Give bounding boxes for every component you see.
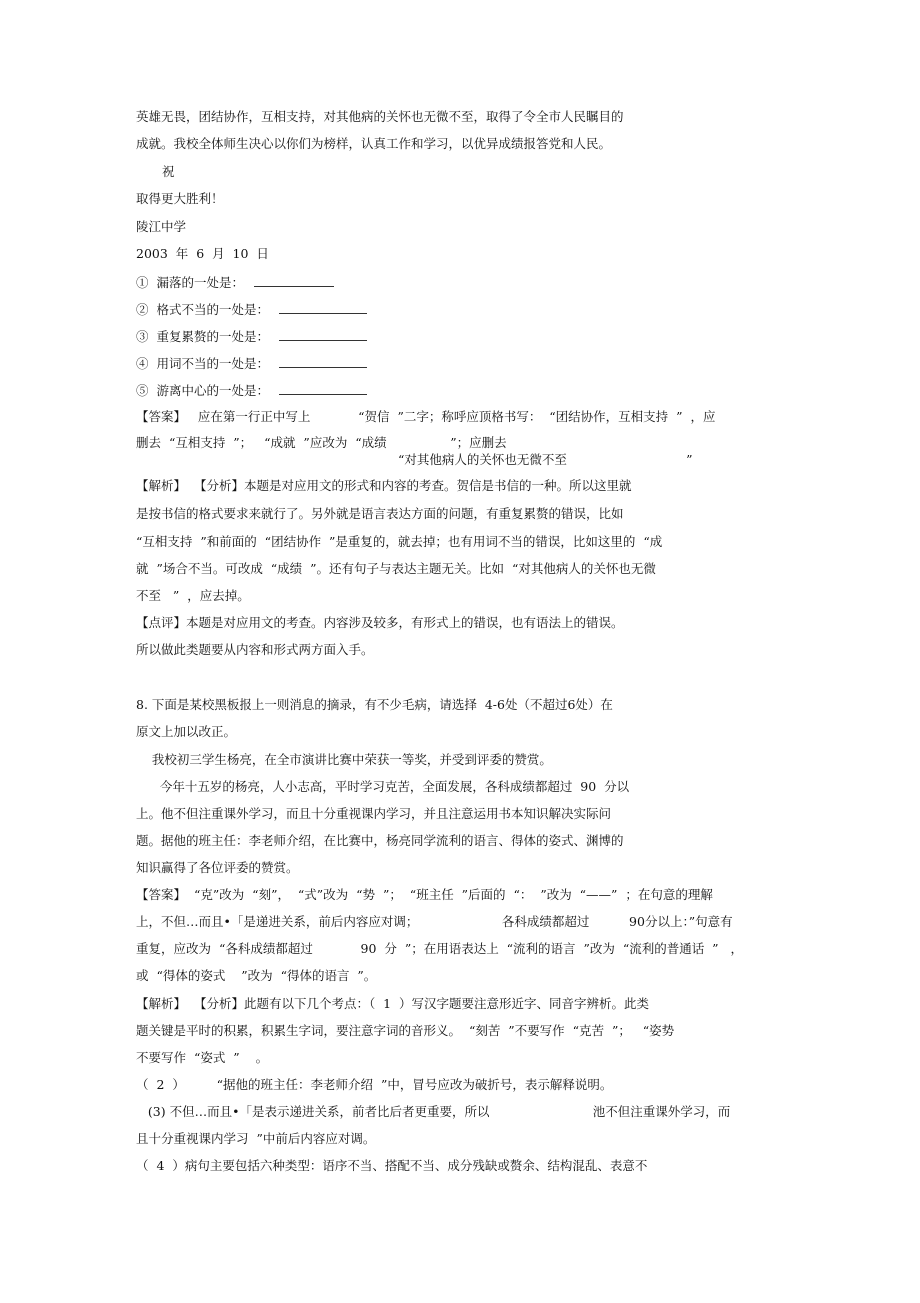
passage-line-5: 知识赢得了各位评委的赞赏。 [136, 860, 299, 875]
answer1-line-3: “对其他病人的关怀也无微不至 ” [398, 452, 693, 467]
answer1-line-2: 删去 “互相支持 ”； “成就 ”应改为 “成绩 ”；应删去 [136, 435, 507, 450]
analysis1-line-3: “互相支持 ”和前面的 “团结协作 ”是重复的，就去掉；也有用词不当的错误，比如这里的 “成 [136, 534, 663, 549]
analysis2-line-6: 且十分重视课内学习 ”中前后内容应对调。 [136, 1131, 376, 1146]
analysis1-line-2: 是按书信的格式要求来就行了。另外就是语言表达方面的问题，有重复累赘的错误，比如 [136, 506, 624, 521]
analysis1-line-4: 就 ”场合不当。可改成 “成绩 ”。还有句子与表达主题无关。比如 “对其他病人的关怀也无微 [136, 561, 656, 576]
analysis2-line-1: 【解析】 【分析】此题有以下几个考点：（ 1 ）写汉字题要注意形近字、同音字辨析。此类 [136, 996, 650, 1011]
q8-line-2: 原文上加以改正。 [136, 724, 237, 739]
question-4: ④ 用词不当的一处是： [136, 355, 367, 372]
question-2: ② 格式不当的一处是： [136, 301, 367, 318]
question-5: ⑤ 游离中心的一处是： [136, 382, 367, 399]
question-3: ③ 重复累赘的一处是： [136, 328, 367, 345]
passage-line-1: 我校初三学生杨亮，在全市演讲比赛中荣获一等奖，并受到评委的赞赏。 [136, 752, 552, 767]
analysis2-line-4: （ 2 ） “据他的班主任：李老师介绍 ”中，冒号应改为破折号，表示解释说明。 [136, 1077, 613, 1092]
q8-line-1: 8. 下面是某校黑板报上一则消息的摘录，有不少毛病，请选择 4-6处（不超过6处）在 [136, 697, 613, 712]
answer2-line-2: 上，不但…而且•「是递进关系，前后内容应对调； 各科成绩都超过 90分以上：”句意有 [136, 914, 733, 929]
letter-wish: 取得更大胜利！ [136, 191, 224, 206]
analysis1-line-5: 不至 ” ，应去掉。 [136, 588, 250, 603]
letter-date: 2003 年 6 月 10 日 [136, 246, 269, 261]
letter-zhu: 祝 [162, 164, 175, 179]
analysis2-line-7: （ 4 ）病句主要包括六种类型：语序不当、搭配不当、成分残缺或赘余、结构混乱、表意不 [136, 1158, 648, 1173]
passage-line-3: 上。他不但注重课外学习，而且十分重视课内学习，并且注意运用书本知识解决实际问 [136, 806, 612, 821]
answer1-line-1: 【答案】 应在第一行正中写上 “贺信 ”二字；称呼应顶格书写： “团结协作，互相支持 ” ，应 [136, 409, 716, 424]
answer2-line-4: 或 “得体的姿式 ”改为 “得体的语言 ”。 [136, 968, 377, 983]
question-1: ① 漏落的一处是： [136, 274, 334, 291]
passage-line-2: 今年十五岁的杨亮，人小志高，平时学习克苦，全面发展，各科成绩都超过 90 分以 [136, 779, 630, 794]
analysis2-line-5: (3) 不但…而且•「是表示递进关系，前者比后者更重要，所以 池不但注重课外学习，而 [136, 1104, 731, 1119]
answer2-line-3: 重复，应改为 “各科成绩都超过 90 分 ”；在用语表达上 “流利的语言 ”改为 “流利的普通话 ” ， [136, 941, 743, 956]
letter-line-2: 成就。我校全体师生决心以你们为榜样，认真工作和学习，以优异成绩报答党和人民。 [136, 136, 612, 151]
analysis1-line-1: 【解析】 【分析】本题是对应用文的形式和内容的考查。贺信是书信的一种。所以这里就 [136, 478, 632, 493]
analysis2-line-3: 不要写作 “姿式 ” 。 [136, 1050, 269, 1065]
comment1-line-1: 【点评】本题是对应用文的考查。内容涉及较多，有形式上的错误，也有语法上的错误。 [136, 615, 624, 630]
answer2-line-1: 【答案】 “克”改为 “刻”， “式”改为 “势 ”； “班主任 ”后面的 “： ”改为 “——” ；在句意的理解 [136, 887, 713, 902]
passage-line-4: 题。据他的班主任：李老师介绍，在比赛中，杨亮同学流利的语言、得体的姿式、渊博的 [136, 833, 624, 848]
analysis2-line-2: 题关键是平时的积累，积累生字词，要注意字词的音形义。 “刻苦 ”不要写作 “克苦 ”； “姿势 [136, 1023, 675, 1038]
letter-signer: 陵江中学 [136, 219, 187, 234]
comment1-line-2: 所以做此类题要从内容和形式两方面入手。 [136, 642, 374, 657]
letter-line-1: 英雄无畏，团结协作，互相支持，对其他病的关怀也无微不至，取得了令全市人民瞩目的 [136, 109, 624, 124]
